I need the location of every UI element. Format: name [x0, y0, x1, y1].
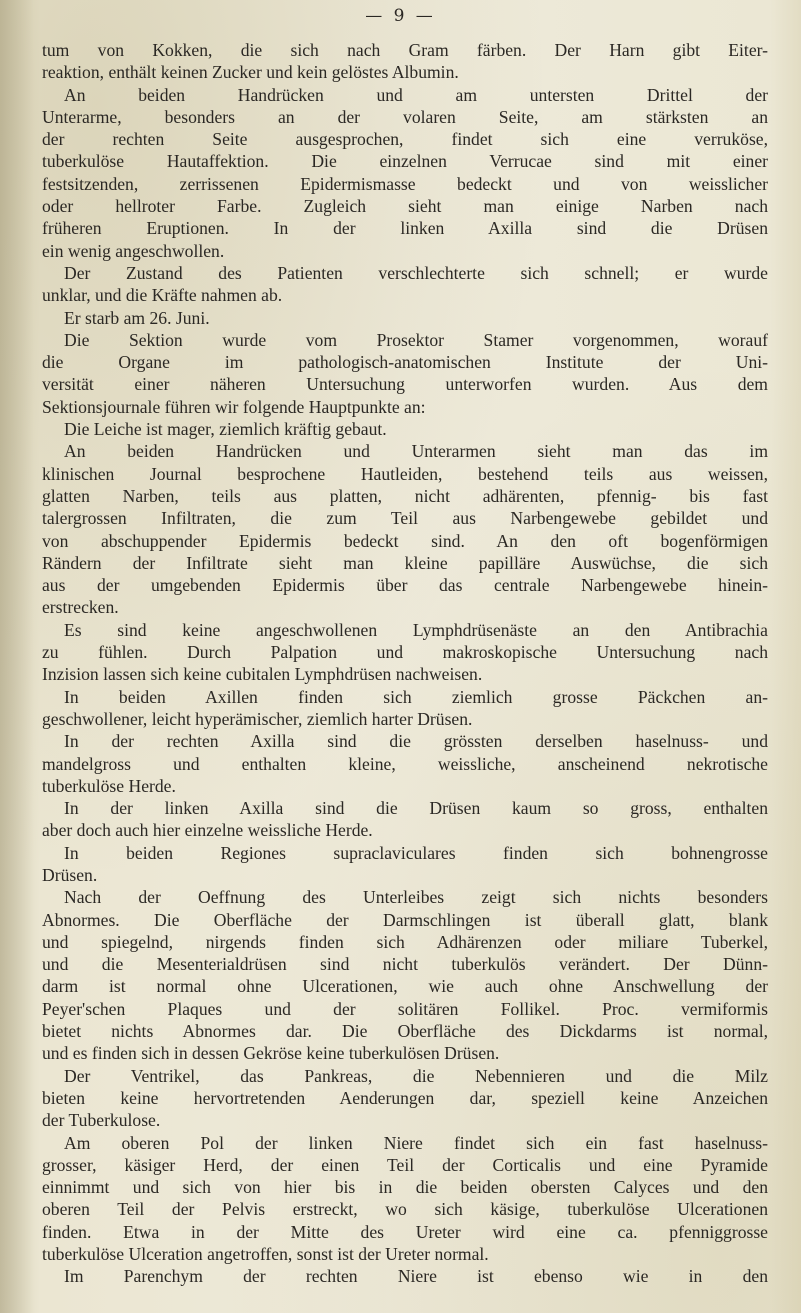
text-line: erstrecken. — [42, 597, 119, 618]
text-line: Die Leiche ist mager, ziemlich kräftig gebaut. — [64, 419, 387, 440]
text-line: Der Zustand des Patienten verschlechterte sich schnell; er wurde — [64, 262, 768, 283]
page-number: — 9 — — [365, 6, 436, 26]
text-line: unklar, und die Kräfte nahmen ab. — [42, 285, 283, 306]
text-line: der Tuberkulose. — [42, 1110, 161, 1131]
text-line: versität einer näheren Untersuchung unterworfen wurden. Aus dem — [42, 374, 768, 395]
text-line: Er starb am 26. Juni. — [64, 307, 210, 328]
text-line: Peyer'schen Plaques und der solitären Follikel. Proc. vermiformis — [42, 998, 768, 1019]
text-line: und die Mesenterialdrüsen sind nicht tuberkulös verändert. Der Dünn- — [42, 954, 768, 975]
text-line: In beiden Regiones supraclaviculares finden sich bohnengrosse — [64, 842, 768, 863]
text-line: tuberkulöse Ulceration angetroffen, sonst ist der Ureter normal. — [42, 1244, 489, 1265]
body-text — [42, 39, 768, 1288]
text-line: Der Ventrikel, das Pankreas, die Nebennieren und die Milz — [64, 1065, 768, 1086]
text-line: bietet nichts Abnormes dar. Die Oberfläche des Dickdarms ist normal, — [42, 1021, 768, 1042]
text-line: von abschuppender Epidermis bedeckt sind. An den oft bogenförmigen — [42, 530, 768, 551]
text-line: und es finden sich in dessen Gekröse keine tuberkulösen Drüsen. — [42, 1043, 500, 1064]
text-line: Unterarme, besonders an der volaren Seite, am stärksten an — [42, 106, 768, 127]
text-line: klinischen Journal besprochene Hautleiden, bestehend teils aus weissen, — [42, 463, 768, 484]
text-line: reaktion, enthält keinen Zucker und kein gelöstes Albumin. — [42, 62, 459, 83]
text-line: An beiden Handrücken und Unterarmen sieht man das im — [64, 441, 768, 462]
text-line: tum von Kokken, die sich nach Gram färben. Der Harn gibt Eiter- — [42, 40, 768, 60]
text-line: darm ist normal ohne Ulcerationen, wie auch ohne Anschwellung der — [42, 976, 768, 997]
text-line: aus der umgebenden Epidermis über das centrale Narbengewebe hinein- — [42, 575, 768, 596]
text-line: talergrossen Infiltraten, die zum Teil aus Narbengewebe gebildet und — [42, 508, 768, 529]
text-line: Die Sektion wurde vom Prosektor Stamer vorgenommen, worauf — [64, 329, 768, 350]
text-line: finden. Etwa in der Mitte des Ureter wird eine ca. pfenniggrosse — [42, 1221, 768, 1242]
text-line: In der rechten Axilla sind die grössten derselben haselnuss- und — [64, 731, 768, 752]
text-line: Rändern der Infiltrate sieht man kleine papilläre Auswüchse, die sich — [42, 552, 768, 573]
text-line: Inzision lassen sich keine cubitalen Lymphdrüsen nachweisen. — [42, 664, 483, 685]
text-line: ein wenig angeschwollen. — [42, 240, 225, 261]
text-line: mandelgross und enthalten kleine, weissliche, anscheinend nekrotische — [42, 753, 768, 774]
text-line: und spiegelnd, nirgends finden sich Adhärenzen oder miliare Tuberkel, — [42, 931, 768, 952]
text-line: geschwollener, leicht hyperämischer, ziemlich harter Drüsen. — [42, 708, 473, 729]
text-line: oder hellroter Farbe. Zugleich sieht man einige Narben nach — [42, 196, 768, 217]
text-line: tuberkulöse Herde. — [42, 775, 176, 796]
text-line: Nach der Oeffnung des Unterleibes zeigt sich nichts besonders — [64, 887, 768, 908]
text-line: die Organe im pathologisch-anatomischen Institute der Uni- — [42, 352, 768, 373]
text-line: An beiden Handrücken und am untersten Drittel der — [64, 84, 768, 105]
text-line: bieten keine hervortretenden Aenderungen dar, speziell keine Anzeichen — [42, 1087, 768, 1108]
text-line: In der linken Axilla sind die Drüsen kaum so gross, enthalten — [64, 798, 768, 819]
text-line: Es sind keine angeschwollenen Lymphdrüsenäste an den Antibrachia — [64, 619, 768, 640]
text-line: zu fühlen. Durch Palpation und makroskopische Untersuchung nach — [42, 642, 768, 663]
text-line: Drüsen. — [42, 864, 98, 885]
text-line: glatten Narben, teils aus platten, nicht adhärenten, pfennig- bis fast — [42, 485, 768, 506]
text-line: grosser, käsiger Herd, der einen Teil der Corticalis und eine Pyramide — [42, 1154, 768, 1175]
text-line: der rechten Seite ausgesprochen, findet sich eine verruköse, — [42, 129, 768, 150]
text-line: einnimmt und sich von hier bis in die beiden obersten Calyces und den — [42, 1177, 768, 1198]
text-line: oberen Teil der Pelvis erstreckt, wo sich käsige, tuberkulöse Ulcerationen — [42, 1199, 768, 1220]
text-line: festsitzenden, zerrissenen Epidermismasse bedeckt und von weisslicher — [42, 173, 768, 194]
text-line: Im Parenchym der rechten Niere ist ebenso wie in den — [64, 1266, 768, 1287]
text-line: tuberkulöse Hautaffektion. Die einzelnen Verrucae sind mit einer — [42, 151, 768, 172]
text-line: In beiden Axillen finden sich ziemlich grosse Päckchen an- — [64, 686, 768, 707]
text-line: aber doch auch hier einzelne weissliche Herde. — [42, 820, 373, 841]
binding-shadow — [0, 0, 34, 1313]
text-line: Am oberen Pol der linken Niere findet sich ein fast haselnuss- — [64, 1132, 768, 1153]
text-line: früheren Eruptionen. In der linken Axilla sind die Drüsen — [42, 218, 768, 239]
text-line: Sektionsjournale führen wir folgende Hauptpunkte an: — [42, 396, 426, 417]
text-line: Abnormes. Die Oberfläche der Darmschlingen ist überall glatt, blank — [42, 909, 768, 930]
